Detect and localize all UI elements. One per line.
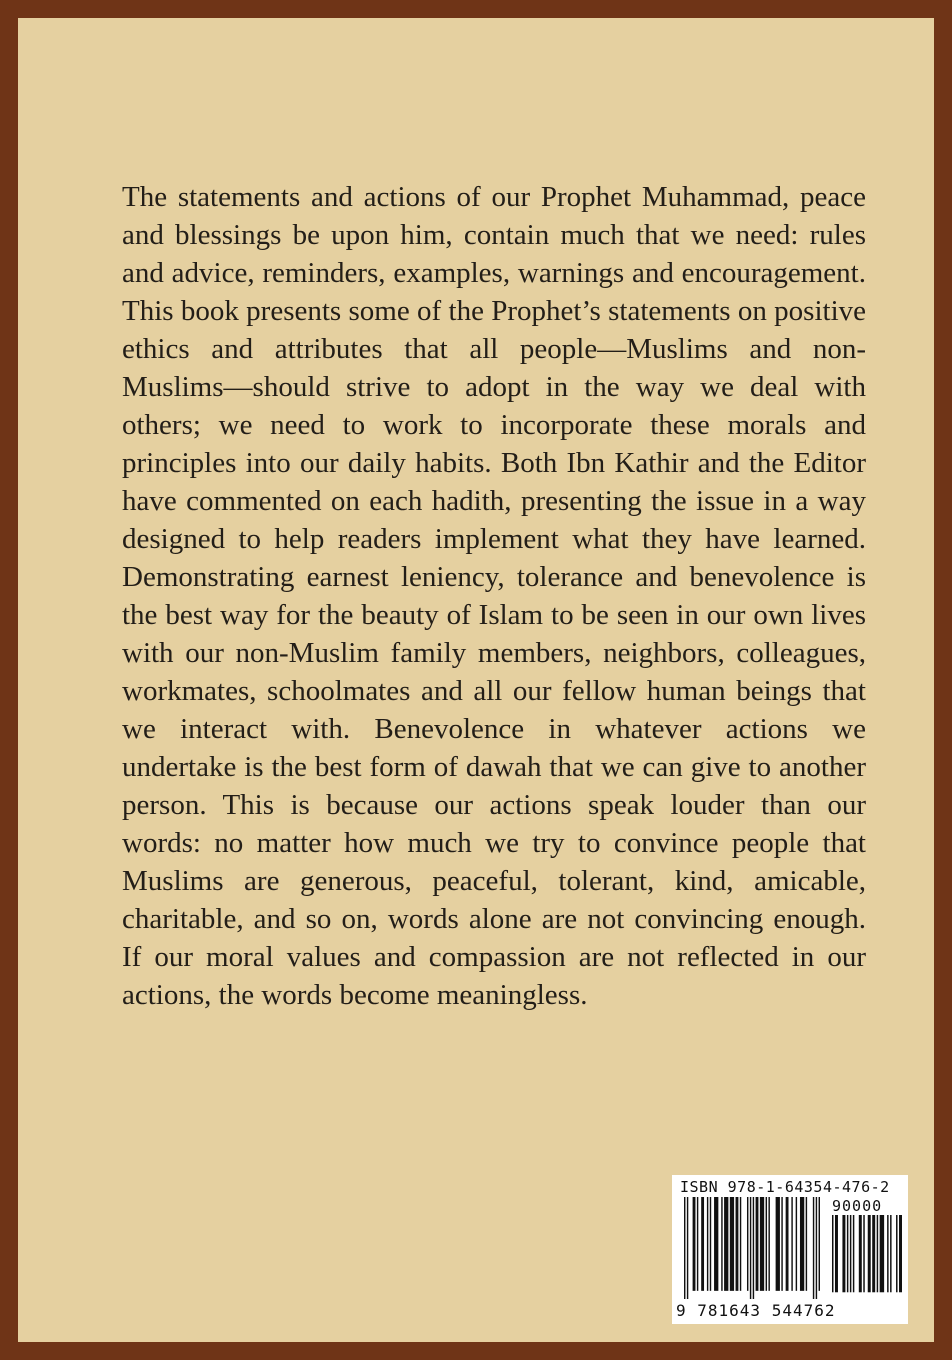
barcode-bar	[786, 1197, 789, 1291]
ean-digits: 9 781643 544762	[676, 1301, 836, 1320]
barcode-bar	[880, 1215, 884, 1292]
barcode-bar	[796, 1197, 797, 1291]
barcode-bar	[872, 1215, 875, 1292]
barcode-bar	[850, 1215, 851, 1292]
barcode-bar	[714, 1197, 718, 1291]
barcode-bar	[832, 1215, 833, 1292]
barcode-bar	[724, 1197, 728, 1291]
barcode-bar	[693, 1197, 696, 1291]
addon-barcode-bars	[832, 1215, 902, 1299]
barcode-bar	[835, 1215, 838, 1292]
barcode-bar	[800, 1197, 804, 1291]
barcode-bar	[740, 1197, 741, 1291]
barcode-bar	[701, 1197, 704, 1291]
barcode-bar	[747, 1197, 748, 1291]
price-code: 90000	[832, 1197, 883, 1215]
barcode-bar	[781, 1197, 782, 1291]
barcode-bar	[847, 1215, 848, 1292]
barcode-bar	[806, 1197, 807, 1291]
barcode-bar	[776, 1197, 780, 1291]
isbn-label: ISBN 978-1-64354-476-2	[680, 1178, 890, 1196]
barcode-bar	[859, 1215, 862, 1292]
barcode-bar	[896, 1215, 897, 1292]
barcode-bar	[791, 1197, 792, 1291]
barcode-bar	[710, 1197, 711, 1291]
ean-barcode-bars	[684, 1197, 820, 1299]
barcode-bar	[707, 1197, 708, 1291]
barcode-bar	[819, 1197, 820, 1291]
barcode-bar	[750, 1197, 751, 1299]
barcode-bar	[816, 1197, 817, 1299]
barcode-bar	[868, 1215, 871, 1292]
barcode-bar	[736, 1197, 739, 1291]
barcode-bar	[730, 1197, 734, 1291]
barcode-bar	[721, 1197, 722, 1291]
barcode-bar	[887, 1215, 888, 1292]
barcode-bar	[768, 1197, 769, 1291]
barcode-bar	[753, 1197, 754, 1299]
barcode-bar	[853, 1215, 854, 1292]
barcode-bar	[877, 1215, 878, 1292]
barcode-bar	[842, 1215, 845, 1292]
barcode-bar	[756, 1197, 759, 1291]
barcode-bar	[890, 1215, 891, 1292]
barcode-bar	[863, 1215, 864, 1292]
barcode-bar	[813, 1197, 814, 1299]
back-cover	[18, 18, 934, 1342]
barcode-bar	[684, 1197, 685, 1299]
blurb-text: The statements and actions of our Prophet Muhammad, peace and blessings be upon him, contain much that we need: rules and advice, reminders, examples, warnings and encouragement. This book presents some of the Prophet’s statements on positive ethics and attributes that all people—Muslims and non-Muslims—should strive to adopt in the way we deal with others; we need to work to incorporate these morals and principles into our daily habits. Both Ibn Kathir and the Editor have commented on each hadith, presenting the issue in a way designed to help readers implement what they have learned. Demonstrating earnest leniency, tolerance and benevolence is the best way for the beauty of Islam to be seen in our own lives with our non-Muslim family members, neighbors, colleagues, workmates, schoolmates and all our fellow human beings that we interact with. Benevolence in whatever actions we undertake is the best form of dawah that we can give to another person. This is because our actions speak louder than our words: no matter how much we try to convince people that Muslims are generous, peaceful, tolerant, kind, amicable, charitable, and so on, words alone are not convincing enough. If our moral values and compassion are not reflected in our actions, the words become meaningless.	[122, 181, 866, 1011]
isbn-barcode	[672, 1175, 908, 1324]
barcode-bar	[760, 1197, 764, 1291]
barcode-bar	[766, 1197, 767, 1291]
barcode-bar	[697, 1197, 698, 1291]
barcode-bar	[687, 1197, 688, 1299]
barcode-bar	[899, 1215, 902, 1292]
